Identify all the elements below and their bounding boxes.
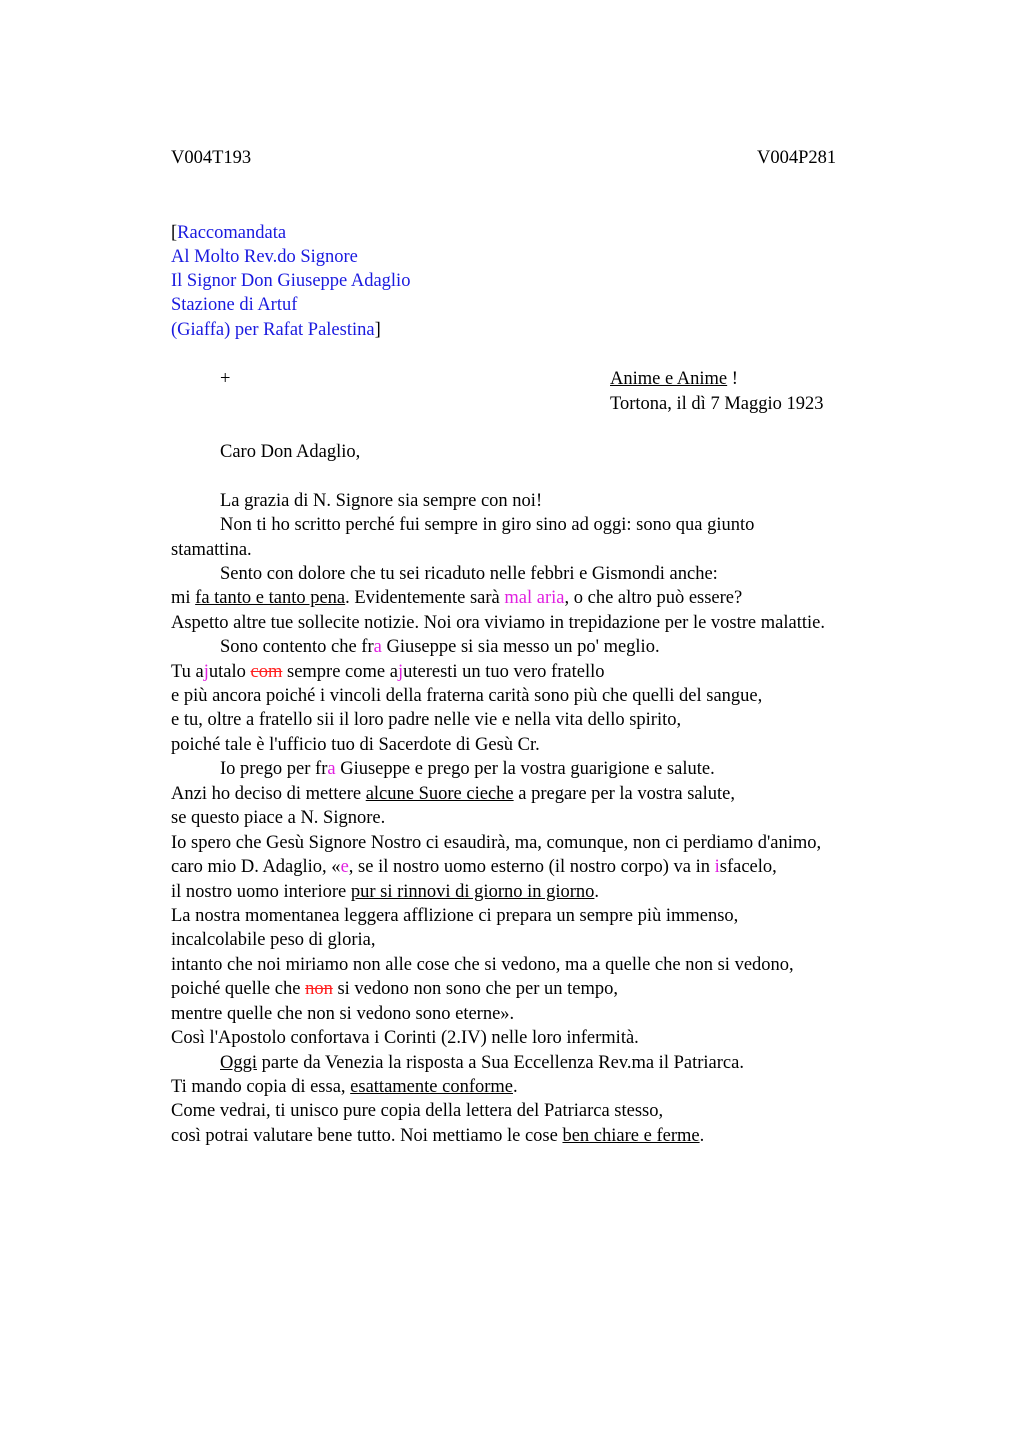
text-run: mi bbox=[171, 588, 196, 608]
motto-suffix: ! bbox=[727, 369, 738, 389]
body-line: poiché tale è l'ufficio tuo di Sacerdote di Gesù Cr. bbox=[171, 735, 540, 755]
body-line: intanto che noi miriamo non alle cose che si vedono, ma a quelle che non si vedono, bbox=[171, 955, 794, 975]
body-line bbox=[171, 977, 618, 1001]
text-run: sfacelo, bbox=[719, 857, 777, 877]
body-line: Non ti ho scritto perché fui sempre in giro sino ad oggi: sono qua giunto bbox=[220, 515, 755, 535]
motto bbox=[610, 367, 738, 391]
body-line bbox=[171, 586, 742, 610]
address-registered: Raccomandata bbox=[177, 223, 287, 243]
underlined-text: Oggi bbox=[220, 1053, 257, 1073]
corrected-text: a bbox=[327, 759, 336, 779]
text-run: . bbox=[594, 882, 600, 902]
text-run: uteresti un tuo vero fratello bbox=[403, 662, 605, 682]
body-line bbox=[171, 1124, 704, 1148]
body-line: Sento con dolore che tu sei ricaduto nelle febbri e Gismondi anche: bbox=[220, 564, 718, 584]
letter-date: Tortona, il dì 7 Maggio 1923 bbox=[610, 394, 824, 414]
text-run: . bbox=[513, 1077, 518, 1097]
address-city: (Giaffa) per Rafat Palestina bbox=[171, 320, 375, 340]
text-run: . Evidentemente sarà bbox=[345, 588, 505, 608]
deleted-text: non bbox=[305, 979, 333, 999]
text-run: , o che altro può essere? bbox=[564, 588, 743, 608]
body-line bbox=[171, 660, 604, 684]
body-line bbox=[171, 855, 777, 879]
underlined-text: fa tanto e tanto pena bbox=[195, 588, 346, 608]
text-run: caro mio D. Adaglio, « bbox=[171, 857, 341, 877]
corrected-text: j bbox=[397, 662, 404, 682]
address-line bbox=[171, 221, 286, 245]
body-line bbox=[171, 880, 599, 904]
text-run: Io prego per fr bbox=[220, 759, 328, 779]
text-run: , se il nostro uomo esterno (il nostro corpo) va in bbox=[348, 857, 715, 877]
body-line: La grazia di N. Signore sia sempre con noi! bbox=[220, 491, 543, 511]
body-line bbox=[220, 635, 660, 659]
text-run: utalo bbox=[208, 662, 251, 682]
document-code-right: V004P281 bbox=[757, 148, 837, 168]
text-run: parte da Venezia la risposta a Sua Eccellenza Rev.ma il Patriarca. bbox=[257, 1053, 744, 1073]
text-run: a pregare per la vostra salute, bbox=[513, 784, 736, 804]
text-run: Giuseppe e prego per la vostra guarigione e salute. bbox=[335, 759, 715, 779]
corrected-text: mal aria bbox=[504, 588, 565, 608]
underlined-text: esattamente conforme bbox=[350, 1077, 513, 1097]
corrected-text: i bbox=[714, 857, 720, 877]
corrected-text: a bbox=[373, 637, 382, 657]
body-line bbox=[220, 757, 715, 781]
salutation: Caro Don Adaglio, bbox=[220, 442, 361, 462]
text-run: Sono contento che fr bbox=[220, 637, 374, 657]
text-run: Giuseppe si sia messo un po' meglio. bbox=[381, 637, 660, 657]
underlined-text: pur si rinnovi di giorno in giorno bbox=[350, 882, 595, 902]
address-line bbox=[171, 318, 381, 342]
body-line: e tu, oltre a fratello sii il loro padre nelle vie e nella vita dello spirito, bbox=[171, 710, 682, 730]
body-line: incalcolabile peso di gloria, bbox=[171, 930, 376, 950]
text-run: Tu a bbox=[171, 662, 204, 682]
body-line: stamattina. bbox=[171, 540, 252, 560]
body-line: mentre quelle che non si vedono sono eterne». bbox=[171, 1004, 515, 1024]
text-run: così potrai valutare bene tutto. Noi mettiamo le cose bbox=[171, 1126, 563, 1146]
cross-mark: + bbox=[220, 369, 231, 389]
body-line: e più ancora poiché i vincoli della fraterna carità sono più che quelli del sangue, bbox=[171, 686, 763, 706]
body-line: Come vedrai, ti unisco pure copia della lettera del Patriarca stesso, bbox=[171, 1101, 664, 1121]
address-line: Stazione di Artuf bbox=[171, 295, 298, 315]
corrected-text: j bbox=[203, 662, 209, 682]
text-run: il nostro uomo interiore bbox=[171, 882, 351, 902]
body-line bbox=[220, 1051, 744, 1075]
address-line: Il Signor Don Giuseppe Adaglio bbox=[171, 271, 411, 291]
text-run: sempre come a bbox=[282, 662, 398, 682]
text-run: poiché quelle che bbox=[171, 979, 306, 999]
address-line: Al Molto Rev.do Signore bbox=[171, 247, 358, 267]
deleted-text: com bbox=[250, 662, 283, 682]
underlined-text: alcune Suore cieche bbox=[365, 784, 514, 804]
address-bracket-close: ] bbox=[374, 320, 381, 340]
corrected-text: e bbox=[340, 857, 349, 877]
address-bracket-open: [ bbox=[171, 223, 178, 243]
body-line: Aspetto altre tue sollecite notizie. Noi ora viviamo in trepidazione per le vostre malattie. bbox=[171, 613, 825, 633]
text-run: Ti mando copia di essa, bbox=[171, 1077, 351, 1097]
body-line: La nostra momentanea leggera afflizione ci prepara un sempre più immenso, bbox=[171, 906, 739, 926]
body-line: Io spero che Gesù Signore Nostro ci esaudirà, ma, comunque, non ci perdiamo d'animo, bbox=[171, 833, 822, 853]
motto-text: Anime e Anime bbox=[610, 369, 728, 389]
body-line bbox=[171, 782, 735, 806]
body-line bbox=[171, 1075, 518, 1099]
text-run: Anzi ho deciso di mettere bbox=[171, 784, 366, 804]
body-line: Così l'Apostolo confortava i Corinti (2.IV) nelle loro infermità. bbox=[171, 1028, 639, 1048]
text-run: . bbox=[699, 1126, 705, 1146]
document-code-left: V004T193 bbox=[171, 148, 252, 168]
body-line: se questo piace a N. Signore. bbox=[171, 808, 386, 828]
underlined-text: ben chiare e ferme bbox=[562, 1126, 700, 1146]
text-run: si vedono non sono che per un tempo, bbox=[332, 979, 618, 999]
